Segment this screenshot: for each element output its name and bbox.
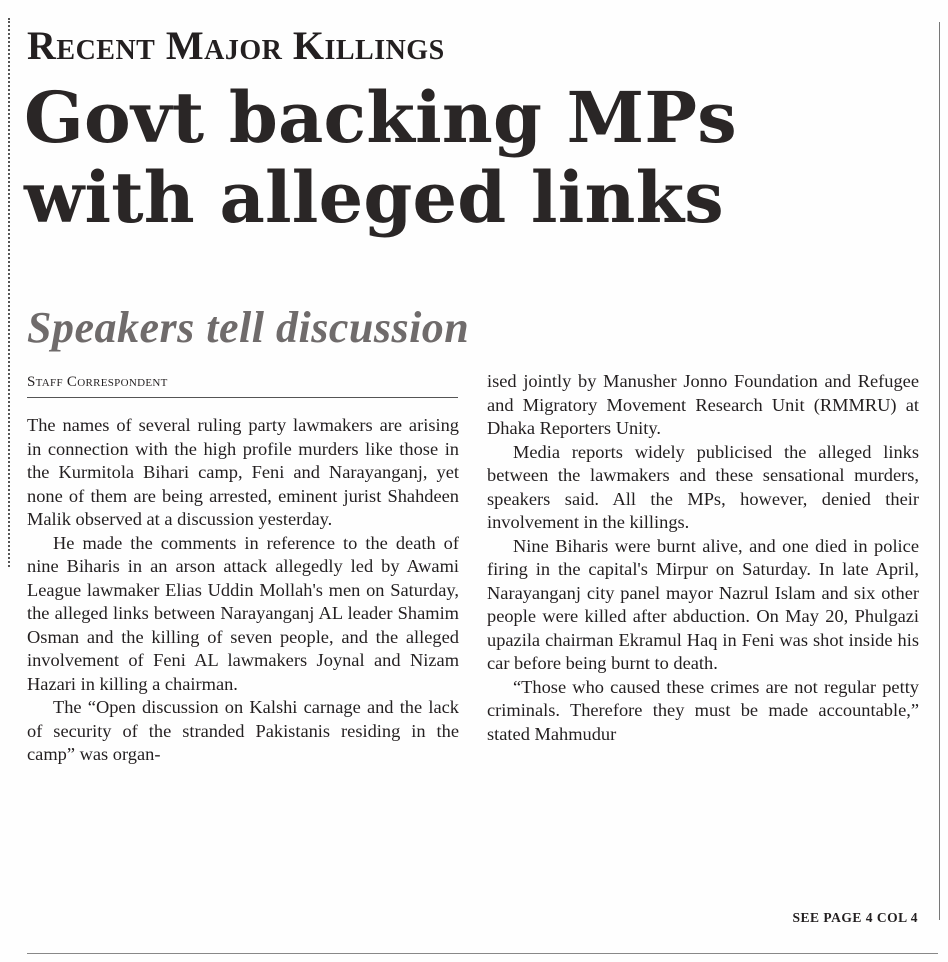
dotted-cut-line <box>8 18 10 567</box>
article-column-1 <box>27 414 459 767</box>
paragraph: The names of several ruling party lawmakers are arising in connection with the high profile murders like those in the Kurmitola Bihari camp, Feni and Narayanganj, yet none of them are being arrested, eminent jurist Shahdeen Malik observed at a discussion yesterday. <box>27 415 459 529</box>
paragraph: Media reports widely publicised the alleged links between the lawmakers and these sensational murders, speakers said. All the MPs, however, denied their involvement in the killings. <box>487 441 919 532</box>
paragraph: He made the comments in reference to the death of nine Biharis in an arson attack allegedly led by Awami League lawmaker Elias Uddin Mollah's men on Saturday, the alleged links between Narayanganj AL leader Shamim Osman and the killing of seven people, and the alleged involvement of Feni AL lawmakers Joynal and Nizam Hazari in killing a chairman. <box>27 532 459 694</box>
bottom-rule <box>27 953 938 954</box>
paragraph: The “Open discussion on Kalshi carnage and the lack of security of the stranded Pakistanis residing in the camp” was organ- <box>27 697 459 764</box>
kicker: Recent Major Killings <box>27 23 445 68</box>
subheadline: Speakers tell discussion <box>27 303 470 352</box>
byline: Staff Correspondent <box>27 373 458 398</box>
continuation-reference: SEE PAGE 4 COL 4 <box>792 910 918 925</box>
column-rule-right <box>939 22 940 920</box>
paragraph: Nine Biharis were burnt alive, and one died in police firing in the capital's Mirpur on Saturday. In late April, Narayanganj city panel mayor Nazrul Islam and six other people were killed after abduction. On May 20, Phulgazi upazila chairman Ekramul Haq in Feni was shot inside his car before being burnt to death. <box>487 535 919 673</box>
headline: Govt backing MPs with alleged links <box>24 76 737 239</box>
paragraph: “Those who caused these crimes are not regular petty criminals. Therefore they must be made accountable,” stated Mahmudur <box>487 676 919 744</box>
article-column-2 <box>487 370 919 746</box>
paragraph: ised jointly by Manusher Jonno Foundation and Refugee and Migratory Movement Research Unit (RMMRU) at Dhaka Reporters Unity. <box>487 371 919 438</box>
